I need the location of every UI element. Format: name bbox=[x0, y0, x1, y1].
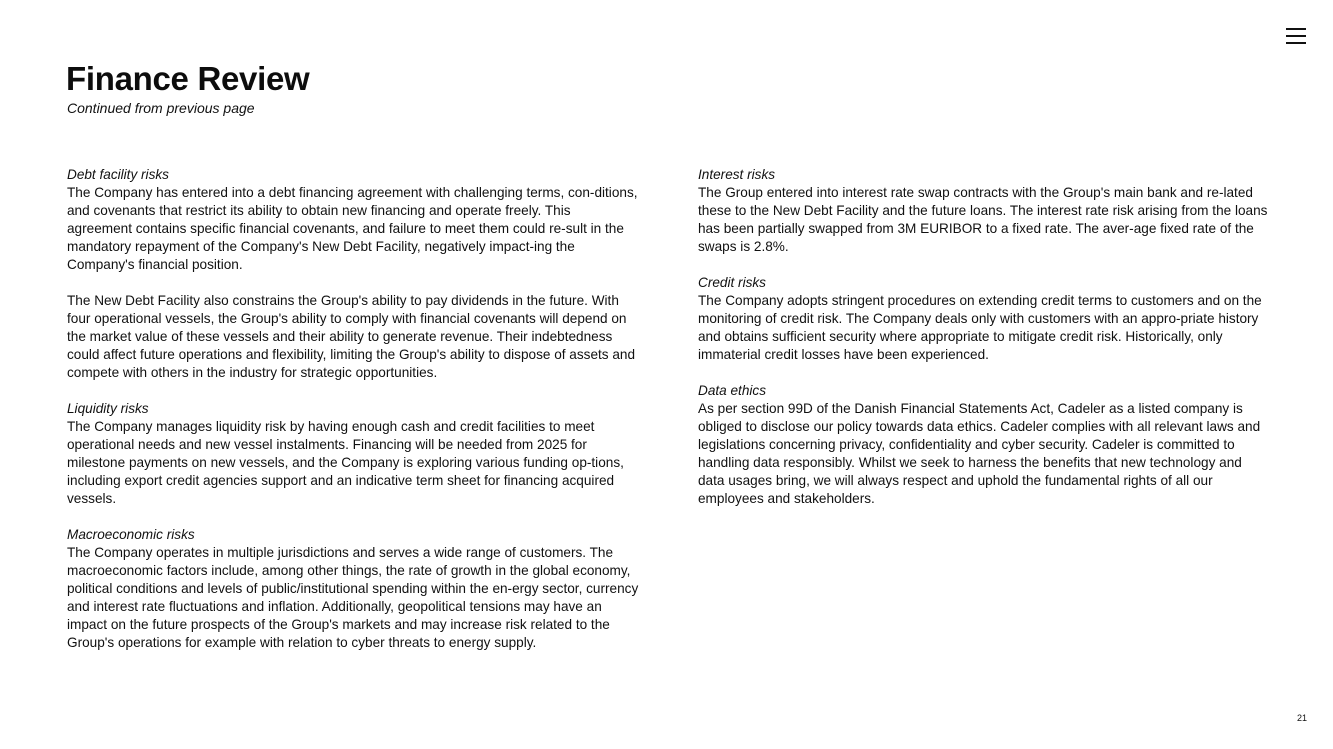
section-heading: Credit risks bbox=[698, 275, 766, 290]
section-heading: Interest risks bbox=[698, 167, 776, 182]
right-column bbox=[698, 166, 1270, 526]
menu-bar-bottom bbox=[1286, 42, 1306, 44]
section-debt-facility-risks bbox=[67, 166, 639, 382]
section-liquidity-risks bbox=[67, 400, 639, 508]
section-heading: Debt facility risks bbox=[67, 167, 169, 182]
menu-bar-top bbox=[1286, 28, 1306, 30]
page-title: Finance Review bbox=[66, 60, 310, 97]
section-data-ethics bbox=[698, 382, 1270, 508]
paragraph: The Company adopts stringent procedures on extending credit terms to customers and on the monitoring of credit risk. The Company deals only with customers with an appro-priate history and obtains sufficient security where appropriate to mitigate credit risk. Historically, only immaterial credit losses have been experienced. bbox=[698, 293, 1262, 362]
section-heading: Macroeconomic risks bbox=[67, 527, 195, 542]
paragraph: The New Debt Facility also constrains the Group's ability to pay dividends in the future. With four operational vessels, the Group's ability to comply with financial covenants will depend on the market value of these vessels and their ability to generate revenue. Their indebtedness could affect future operations and flexibility, limiting the Group's ability to dispose of assets and compete with others in the industry for strategic opportunities. bbox=[67, 293, 636, 380]
paragraph: The Company operates in multiple jurisdictions and serves a wide range of customers. The macroeconomic factors include, among other things, the rate of growth in the global economy, political conditions and levels of public/institutional spending within the en-ergy sector, currency and interest rate fluctuations and inflation. Additionally, geopolitical tensions may have an impact on the future prospects of the Group's markets and may increase risk related to the Group's operations for example with relation to cyber threats to energy supply. bbox=[67, 545, 639, 650]
hamburger-menu-icon[interactable] bbox=[1286, 27, 1306, 44]
paragraph: As per section 99D of the Danish Financial Statements Act, Cadeler as a listed company is obliged to disclose our policy towards data ethics. Cadeler complies with all relevant laws and legislations concerning privacy, confidentiality and cyber security. Cadeler is committed to handling data responsibly. Whilst we seek to harness the benefits that new technology and data usages bring, we will always respect and uphold the fundamental rights of all our employees and stakeholders. bbox=[698, 401, 1261, 506]
section-heading: Data ethics bbox=[698, 383, 767, 398]
left-column bbox=[67, 166, 639, 670]
page-number: 21 bbox=[1297, 713, 1308, 723]
section-macroeconomic-risks bbox=[67, 526, 639, 652]
section-heading: Liquidity risks bbox=[67, 401, 149, 416]
paragraph: The Company manages liquidity risk by having enough cash and credit facilities to meet operational needs and new vessel instalments. Financing will be needed from 2025 for milestone payments on new vessels, and the Company is exploring various funding op-tions, including export credit agencies support and an indicative term sheet for financing acquired vessels. bbox=[67, 419, 624, 506]
paragraph: The Company has entered into a debt financing agreement with challenging terms, con-ditions, and covenants that restrict its ability to obtain new financing and operate freely. This agreement contains specific financial covenants, and failure to meet them could re-sult in the mandatory repayment of the Company's New Debt Facility, negatively impact-ing the Company's financial position. bbox=[67, 185, 638, 272]
paragraph: The Group entered into interest rate swap contracts with the Group's main bank and re-lated these to the New Debt Facility and the future loans. The interest rate risk arising from the loans has been partially swapped from 3M EURIBOR to a fixed rate. The aver-age fixed rate of the swaps is 2.8%. bbox=[698, 185, 1268, 254]
page-subtitle: Continued from previous page bbox=[67, 100, 255, 116]
section-credit-risks bbox=[698, 274, 1270, 364]
section-interest-risks bbox=[698, 166, 1270, 256]
menu-bar-middle bbox=[1286, 35, 1306, 37]
